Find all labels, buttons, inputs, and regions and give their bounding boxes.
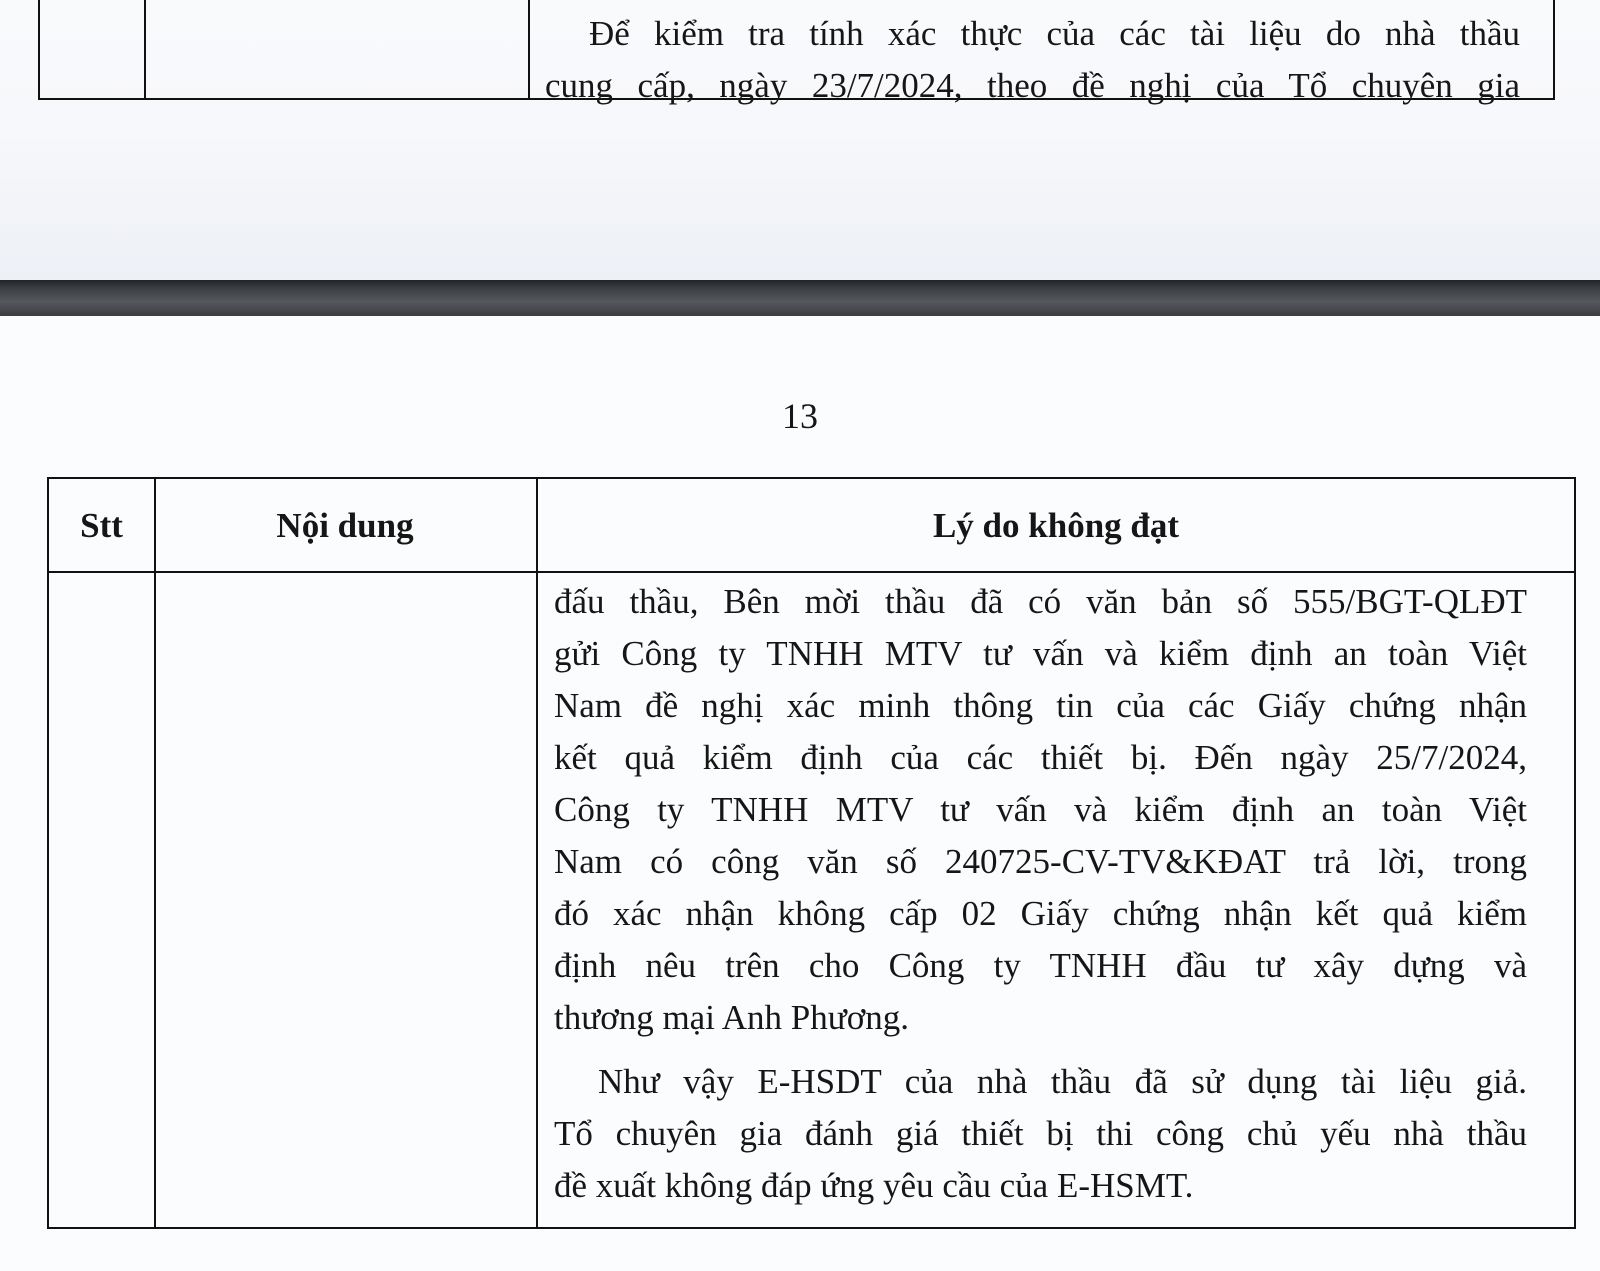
text-line: Để kiểm tra tính xác thực của các tài liệu do nhà thầu — [589, 14, 1520, 53]
text-line: Nam có công văn số 240725-CV-TV&KĐAT trả lời, trong — [554, 842, 1527, 881]
table-column-divider — [154, 479, 156, 1227]
reason-cell-text — [554, 576, 1527, 1212]
text-line: Tổ chuyên gia đánh giá thiết bị thi công chủ yếu nhà thầu — [554, 1114, 1527, 1153]
header-stt: Stt — [80, 506, 123, 545]
table-column-divider — [528, 0, 530, 98]
text-line: Như vậy E-HSDT của nhà thầu đã sử dụng tài liệu giả. — [598, 1062, 1527, 1101]
text-line: đề xuất không đáp ứng yêu cầu của E-HSMT. — [554, 1166, 1194, 1205]
page-number: 13 — [782, 396, 818, 436]
page-separator — [0, 280, 1600, 316]
previous-page-reason-text — [545, 8, 1520, 112]
text-line: đó xác nhận không cấp 02 Giấy chứng nhận kết quả kiểm — [554, 894, 1527, 933]
table-column-divider — [536, 479, 538, 1227]
text-line: kết quả kiểm định của các thiết bị. Đến ngày 25/7/2024, — [554, 738, 1527, 777]
previous-page-fragment — [0, 0, 1600, 283]
header-content: Nội dung — [276, 506, 414, 545]
text-line: gửi Công ty TNHH MTV tư vấn và kiểm định an toàn Việt — [554, 634, 1527, 673]
text-line: Công ty TNHH MTV tư vấn và kiểm định an toàn Việt — [554, 790, 1527, 829]
table-column-divider — [144, 0, 146, 98]
header-reason: Lý do không đạt — [932, 506, 1180, 545]
text-line: thương mại Anh Phương. — [554, 998, 909, 1037]
text-line: định nêu trên cho Công ty TNHH đầu tư xây dựng và — [554, 946, 1527, 985]
paragraph-gap — [554, 1044, 1527, 1056]
text-line: đấu thầu, Bên mời thầu đã có văn bản số 555/BGT-QLĐT — [554, 582, 1527, 621]
text-line: Nam đề nghị xác minh thông tin của các Giấy chứng nhận — [554, 686, 1527, 725]
text-line: cung cấp, ngày 23/7/2024, theo đề nghị của Tổ chuyên gia — [545, 66, 1520, 105]
